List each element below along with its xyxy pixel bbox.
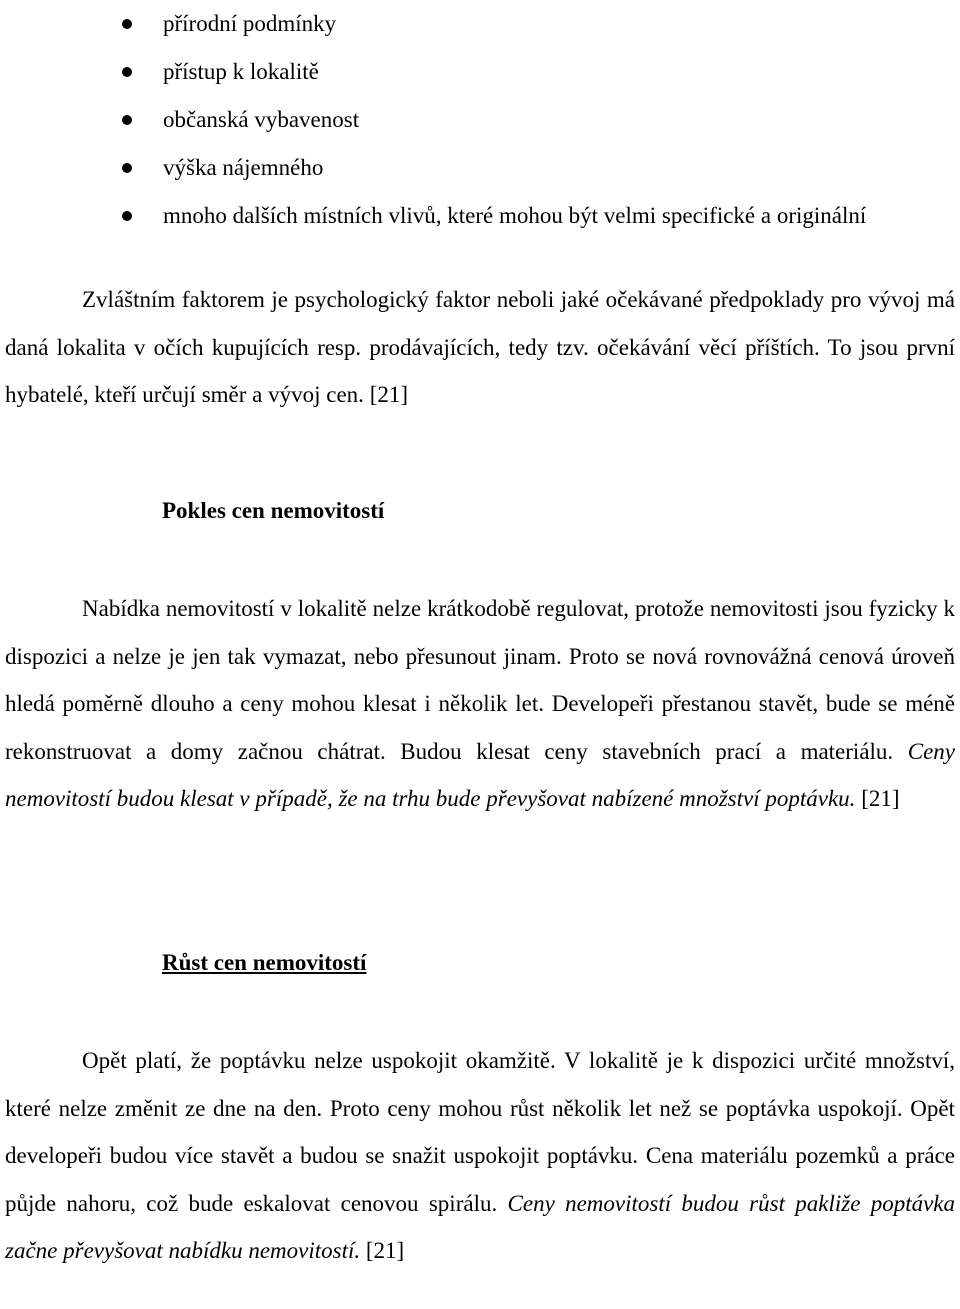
growth-italic-text: Ceny nemovitostí budou růst pakliže poptávka začne převyšovat nabídku nemovitostí. [5, 1190, 956, 1263]
intro-text: Zvláštním faktorem je psychologický faktor neboli jaké očekávané předpoklady pro vývoj má daná lokalita v očích kupujících resp. prodávajících, tedy tzv. očekávání věcí příštích. To jsou první hybatelé, kteří určují směr a vývoj cen. [5, 287, 955, 407]
growth-paragraph [5, 1037, 955, 1275]
section-heading-growth: Růst cen nemovitostí [162, 950, 367, 975]
list-item-text: výška nájemného [163, 155, 324, 180]
list-item [0, 48, 960, 96]
growth-text: Opět platí, že poptávku nelze uspokojit okamžitě. V lokalitě je k dispozici určité množství, které nelze změnit ze dne na den. Proto ceny mohou růst několik let než se poptávka uspokojí. Opět developeři budou více stavět a budou se snažit uspokojit poptávku. Cena materiálu pozemků a práce půjde nahoru, což bude eskalovat cenovou [5, 1048, 955, 1216]
list-item-text: přírodní podmínky [163, 11, 337, 36]
list-item [0, 144, 960, 192]
bullet-icon [122, 67, 132, 77]
citation: [21] [861, 786, 900, 811]
decline-italic-text: Ceny nemovitostí budou klesat v případě, že na trhu bude převyšovat nabízené množství poptávku. [5, 738, 955, 811]
citation: [21] [369, 382, 409, 407]
decline-paragraph [5, 585, 955, 823]
list-item [0, 0, 960, 48]
citation: [21] [365, 1238, 405, 1263]
list-item-text: mnoho dalších místních vlivů, které mohou být velmi specifické a originální [163, 203, 867, 228]
list-item-text: přístup k lokalitě [163, 59, 319, 84]
factor-bullet-list [0, 0, 960, 239]
list-item-text: občanská vybavenost [163, 107, 360, 132]
bullet-icon [122, 19, 132, 29]
bullet-icon [122, 211, 132, 221]
decline-text: Nabídka nemovitostí v lokalitě nelze krátkodobě regulovat, protože nemovitosti jsou fyzicky k dispozici a nelze je jen tak vymazat, nebo přesunout jinam. Proto se nová rovnovážná cenová úroveň hledá poměrně dlouho a ceny mohou klesat i několik let. Developeři přestanou stavět, bude se méně rekonstruovat a domy začnou chátrat. Budou klesat ceny stavebních prací a materiálu. [5, 596, 955, 764]
growth-text-tail: spirálu. [428, 1190, 498, 1216]
list-item [0, 192, 960, 239]
bullet-icon [122, 115, 132, 125]
list-item [0, 96, 960, 144]
intro-paragraph [5, 276, 955, 419]
bullet-icon [122, 163, 132, 173]
section-heading-decline: Pokles cen nemovitostí [162, 498, 385, 523]
